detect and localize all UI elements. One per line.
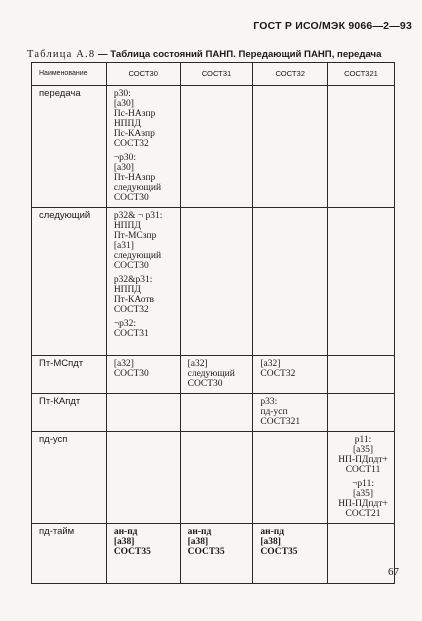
cell-line: НППД — [113, 285, 141, 295]
table-caption-title: — Таблица состояний ПАНП. Передающий ПАНП, передача — [95, 49, 382, 60]
cell-line: СОСТ32 — [260, 369, 296, 379]
cell-block — [114, 319, 177, 339]
cell-line: [а30] — [113, 163, 134, 173]
cell-line: [а32] — [113, 359, 134, 369]
cell-line: СОСТ21 — [345, 509, 381, 519]
cell-block — [188, 527, 250, 557]
table-caption-label: Таблица А.8 — [27, 49, 96, 60]
row-name-cell: Пт-КАпдт — [32, 394, 107, 432]
table-cell — [253, 394, 328, 432]
table-cell — [106, 394, 180, 432]
table-cell — [328, 394, 395, 432]
table-row — [32, 86, 395, 208]
column-header: СОСТ321 — [328, 63, 395, 86]
cell-block — [335, 479, 391, 519]
cell-line: ан-пд — [113, 527, 138, 537]
table-cell — [106, 356, 180, 394]
running-header: ГОСТ Р ИСО/МЭК 9066—2—93 — [253, 20, 412, 32]
table-cell — [328, 208, 395, 356]
table-row — [32, 394, 395, 432]
cell-block — [114, 359, 177, 379]
table-cell — [180, 208, 253, 356]
cell-line: СОСТ35 — [187, 547, 225, 557]
cell-block — [188, 359, 250, 389]
cell-line: [а31] — [113, 241, 134, 251]
cell-line: [а32] — [187, 359, 208, 369]
cell-line: [а38] — [187, 537, 209, 547]
table-cell — [328, 524, 395, 584]
table-cell — [253, 524, 328, 584]
table-row — [32, 356, 395, 394]
cell-line: р33: — [260, 397, 278, 407]
table-row — [32, 524, 395, 584]
cell-block — [114, 89, 177, 149]
table-cell — [253, 356, 328, 394]
cell-line: р11: — [354, 435, 372, 445]
page-number: 67 — [388, 566, 399, 578]
table-row — [32, 208, 395, 356]
cell-block — [114, 275, 177, 315]
cell-line: СОСТ321 — [260, 417, 301, 427]
cell-line: Пс-КАзпр — [113, 129, 155, 139]
cell-line: р30: — [113, 89, 131, 99]
column-header: СОСТ32 — [253, 63, 328, 86]
cell-line: СОСТ35 — [113, 547, 151, 557]
cell-line: ан-пд — [187, 527, 212, 537]
cell-block — [335, 435, 391, 475]
row-name-cell: Пт-МСпдт — [32, 356, 107, 394]
cell-block — [114, 153, 177, 203]
table-cell — [253, 432, 328, 524]
cell-line: ан-пд — [260, 527, 285, 537]
table-cell — [106, 432, 180, 524]
table-cell — [180, 432, 253, 524]
state-table — [31, 62, 395, 584]
cell-line: [а35] — [353, 489, 374, 499]
cell-line: следующий — [113, 251, 162, 261]
table-cell — [180, 524, 253, 584]
table-cell — [328, 432, 395, 524]
cell-line: СОСТ11 — [345, 465, 381, 475]
cell-line: СОСТ30 — [113, 193, 149, 203]
table-caption — [27, 49, 407, 60]
cell-line: НППД — [113, 221, 141, 231]
cell-line: СОСТ32 — [113, 305, 149, 315]
cell-block — [114, 211, 177, 271]
cell-line: СОСТ31 — [113, 329, 149, 339]
column-header: СОСТ30 — [106, 63, 180, 86]
cell-block — [114, 527, 177, 557]
column-header: СОСТ31 — [180, 63, 253, 86]
cell-line: следующий — [187, 369, 235, 379]
cell-line: СОСТ30 — [113, 369, 149, 379]
cell-line: НППД — [113, 119, 141, 129]
cell-line: НП-ПДпдт+ — [338, 455, 388, 465]
cell-line: р32& ¬ р31: — [113, 211, 163, 221]
row-name-cell: пд-тайм — [32, 524, 107, 584]
cell-line: ¬р30: — [113, 153, 137, 163]
cell-line: СОСТ32 — [113, 139, 149, 149]
cell-line: [а35] — [353, 445, 374, 455]
table-cell — [253, 208, 328, 356]
cell-line: СОСТ30 — [113, 261, 149, 271]
cell-line: [а30] — [113, 99, 134, 109]
table-header-row — [32, 63, 395, 86]
cell-line: [а32] — [260, 359, 281, 369]
cell-line: Пт-МСзпр — [113, 231, 157, 241]
cell-line: следующий — [113, 183, 162, 193]
cell-line: СОСТ30 — [187, 379, 223, 389]
table-cell — [106, 208, 180, 356]
cell-line: СОСТ35 — [260, 547, 298, 557]
table-cell — [180, 394, 253, 432]
cell-line: ¬р11: — [352, 479, 374, 489]
row-name-cell: следующий — [32, 208, 107, 356]
cell-line: [а38] — [113, 537, 135, 547]
cell-block — [260, 359, 324, 379]
column-header: Наименование — [32, 63, 107, 86]
table-cell — [328, 356, 395, 394]
cell-line: пд-усп — [260, 407, 288, 417]
table-cell — [106, 524, 180, 584]
cell-line: [а38] — [260, 537, 281, 547]
cell-block — [260, 397, 324, 427]
table-cell — [106, 86, 180, 208]
table-cell — [328, 86, 395, 208]
cell-line: Пс-НАзпр — [113, 109, 156, 119]
cell-line: ¬р32: — [113, 319, 137, 329]
table-row — [32, 432, 395, 524]
table-cell — [180, 356, 253, 394]
row-name-cell: передача — [32, 86, 107, 208]
cell-line: р32&р31: — [113, 275, 153, 285]
cell-line: Пт-КАотв — [113, 295, 154, 305]
row-name-cell: пд-усп — [32, 432, 107, 524]
cell-block — [260, 527, 324, 557]
cell-line: Пт-НАзпр — [113, 173, 156, 183]
table-cell — [253, 86, 328, 208]
table-cell — [180, 86, 253, 208]
cell-line: НП-ПДпдт+ — [338, 499, 388, 509]
